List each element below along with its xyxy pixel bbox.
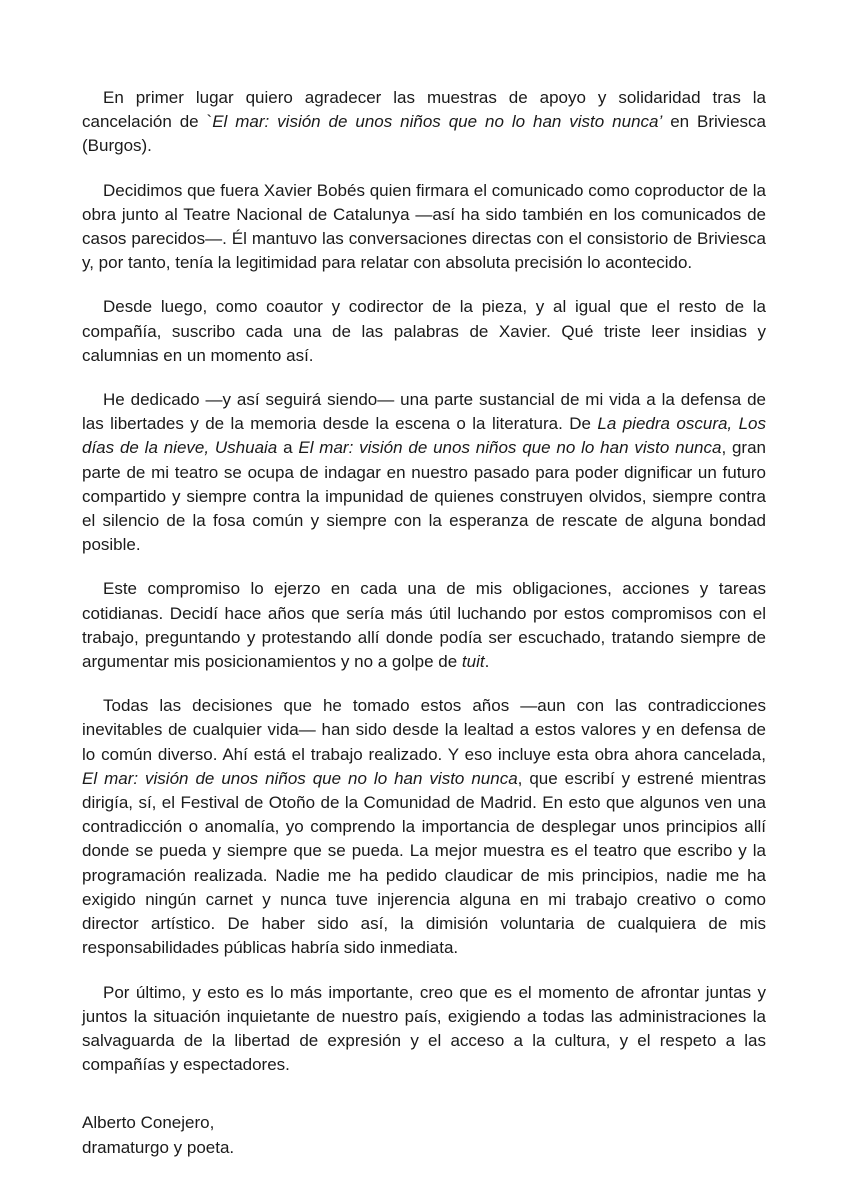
- text-run: Decidimos que fuera Xavier Bobés quien firmara el comunicado como coproductor de la obra junto al Teatre Nacional de Catalunya —así ha sido también en los comunicados de casos parecidos—. Él mantuvo las conversaciones directas con el consistorio de Briviesca y, por tanto, tenía la legitimidad para relatar con absoluta precisión lo acontecido.: [82, 180, 766, 273]
- italic-title-run: El mar: visión de unos niños que no lo han visto nunca’: [212, 112, 663, 132]
- text-run: Desde luego, como coautor y codirector de la pieza, y al igual que el resto de la compañía, suscribo cada una de las palabras de Xavier. Qué triste leer insidias y calumnias en un momento así.: [82, 297, 766, 365]
- signature-name: Alberto Conejero,: [82, 1113, 215, 1133]
- italic-title-run: El mar: visión de unos niños que no lo han visto nunca: [298, 438, 722, 458]
- letter-paragraph: [82, 295, 766, 368]
- italic-title-run: La piedra oscura, Los días de la nieve, Ushuaia: [82, 414, 766, 458]
- italic-title-run: tuit: [461, 652, 485, 672]
- text-run: , gran parte de mi teatro se ocupa de indagar en nuestro pasado para poder dignificar un futuro compartido y siempre contra la impunidad de quienes construyen olvidos, siempre contra el silencio de la fosa común y siempre con la esperanza de rescate de alguna bondad posible.: [82, 438, 766, 555]
- letter-paragraph: [82, 694, 766, 960]
- letter-paragraph: [82, 577, 766, 674]
- letter-paragraph: [82, 86, 766, 159]
- text-run: En primer lugar quiero agradecer las muestras de apoyo y solidaridad tras la cancelación de `: [82, 88, 766, 132]
- letter-paragraph: [82, 179, 766, 276]
- italic-title-run: El mar: visión de unos niños que no lo han visto nunca: [82, 768, 518, 788]
- text-run: Este compromiso lo ejerzo en cada una de mis obligaciones, acciones y tareas cotidianas. Decidí hace años que sería más útil luchando por estos compromisos con el trabajo, preguntando y protestando allí donde podía ser escuchado, tratando siempre de argumentar mis posicionamientos y no a golpe de: [82, 579, 766, 672]
- text-run: Todas las decisiones que he tomado estos años —aun con las contradicciones inevitables de cualquier vida— han sido desde la lealtad a estos valores y en defensa de lo común diverso. Ahí está el trabajo realizado. Y eso incluye esta obra ahora cancelada,: [82, 696, 766, 764]
- text-run: a: [277, 438, 299, 458]
- text-run: en Briviesca (Burgos).: [82, 112, 766, 156]
- letter-paragraph: [82, 388, 766, 557]
- letter-paragraph: [82, 981, 766, 1078]
- signature-role: dramaturgo y poeta.: [82, 1137, 235, 1157]
- letter-body: [82, 86, 766, 1077]
- text-run: , que escribí y estrené mientras dirigía, sí, el Festival de Otoño de la Comunidad de Madrid. En esto que algunos ven una contradicción o anomalía, yo comprendo la importancia de desplegar unos principios allí donde se pueda y siempre que se pueda. La mejor muestra es el teatro que escribo y la programación realizada. Nadie me ha pedido claudicar de mis principios, nadie me ha exigido ningún carnet y nunca tuve injerencia alguna en mi trabajo creativo o como director artístico. De haber sido así, la dimisión voluntaria de cualquiera de mis responsabilidades públicas habría sido inmediata.: [82, 768, 766, 958]
- text-run: .: [484, 652, 490, 672]
- text-run: Por último, y esto es lo más importante, creo que es el momento de afrontar juntas y juntos la situación inquietante de nuestro país, exigiendo a todas las administraciones la salvaguarda de la libertad de expresión y el acceso a la cultura, y el respeto a las compañías y espectadores.: [82, 982, 766, 1075]
- signature-block: [82, 1111, 766, 1159]
- text-run: He dedicado —y así seguirá siendo— una parte sustancial de mi vida a la defensa de las libertades y de la memoria desde la escena o la literatura. De: [82, 390, 766, 434]
